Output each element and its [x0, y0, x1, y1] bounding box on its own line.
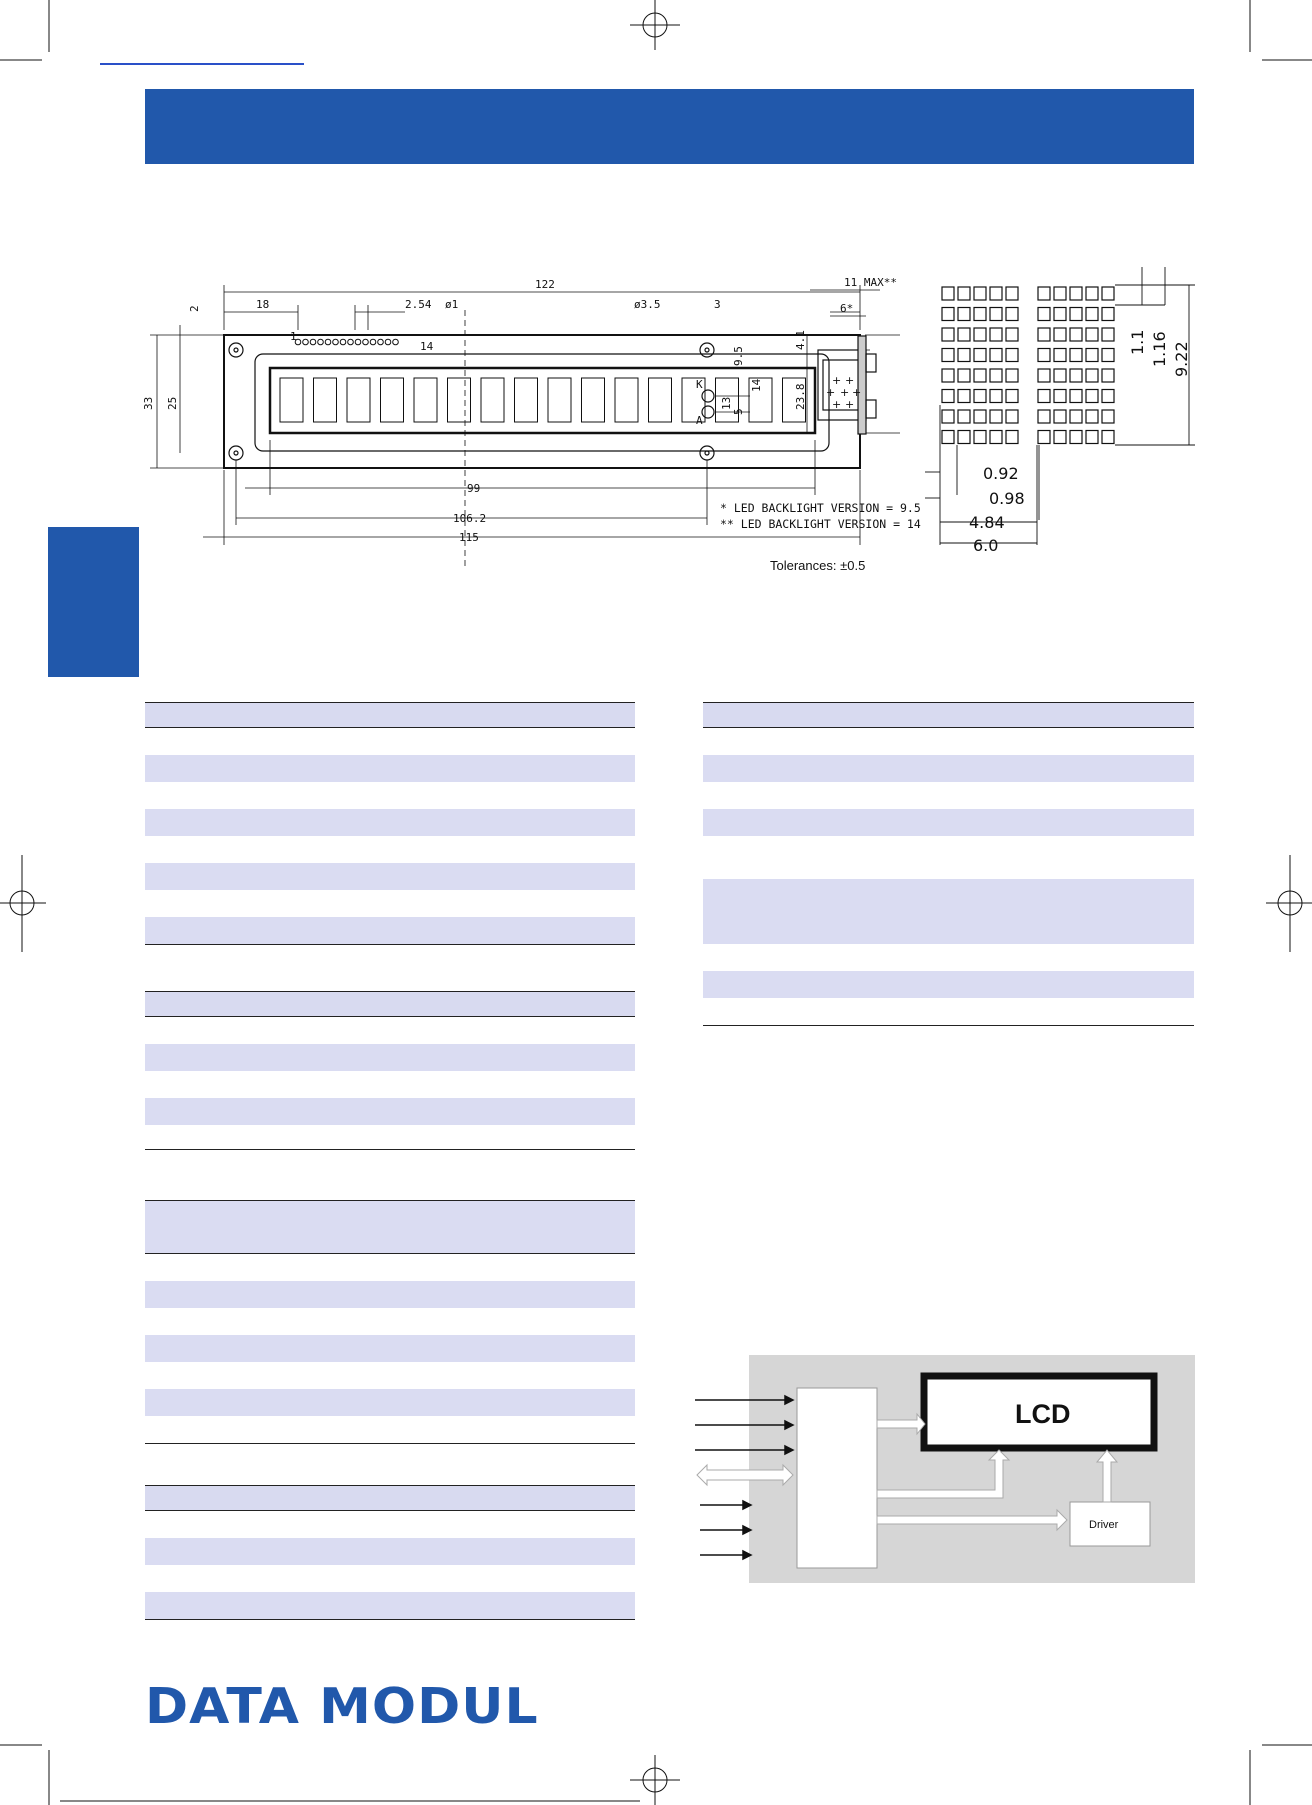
- svg-text:ø3.5: ø3.5: [634, 298, 661, 311]
- svg-text:+: +: [852, 386, 862, 399]
- matrix-dot: [974, 431, 986, 444]
- matrix-dot: [1086, 287, 1098, 300]
- matrix-dot: [1038, 287, 1050, 300]
- character-cell: [515, 378, 538, 422]
- matrix-dot: [942, 349, 954, 362]
- matrix-dot: [1054, 390, 1066, 403]
- connector-pin: [378, 339, 384, 345]
- character-cell: [481, 378, 504, 422]
- svg-text:1.1: 1.1: [1128, 329, 1147, 355]
- character-cell: [548, 378, 571, 422]
- svg-text:+: +: [832, 398, 842, 411]
- connector-pin: [348, 339, 354, 345]
- matrix-dot: [942, 328, 954, 341]
- matrix-dot: [1086, 410, 1098, 423]
- character-cell: [414, 378, 437, 422]
- side-view-drawing: [790, 270, 900, 480]
- matrix-dot: [1054, 369, 1066, 382]
- matrix-dot: [1070, 287, 1082, 300]
- svg-text:99: 99: [467, 482, 481, 495]
- matrix-dot: [1054, 410, 1066, 423]
- matrix-dot: [1102, 410, 1114, 423]
- character-cell: [582, 378, 605, 422]
- matrix-dot: [1070, 410, 1082, 423]
- svg-text:6.0: 6.0: [973, 536, 999, 555]
- svg-text:2.54: 2.54: [405, 298, 432, 311]
- matrix-dot: [1070, 308, 1082, 321]
- matrix-dot: [1054, 287, 1066, 300]
- data-modul-logo: DATA MODUL: [145, 1678, 539, 1736]
- svg-text:2: 2: [188, 305, 201, 312]
- character-cell: [314, 378, 337, 422]
- matrix-dot: [1006, 410, 1018, 423]
- matrix-dot: [1070, 390, 1082, 403]
- svg-text:23.8: 23.8: [794, 383, 807, 410]
- character-cell: [347, 378, 370, 422]
- matrix-dot: [974, 287, 986, 300]
- svg-text:+: +: [845, 398, 855, 411]
- matrix-dot: [990, 349, 1002, 362]
- lcd-label: LCD: [1015, 1399, 1071, 1429]
- svg-text:11 MAX**: 11 MAX**: [844, 276, 897, 289]
- matrix-dot: [990, 328, 1002, 341]
- matrix-dot: [974, 308, 986, 321]
- block-diagram: [685, 1350, 1200, 1590]
- matrix-dot: [958, 328, 970, 341]
- svg-text:25: 25: [166, 396, 179, 410]
- matrix-dot: [990, 287, 1002, 300]
- connector-pin: [340, 339, 346, 345]
- matrix-dot: [942, 410, 954, 423]
- matrix-dot: [1102, 349, 1114, 362]
- matrix-dot: [990, 410, 1002, 423]
- matrix-dot: [1006, 287, 1018, 300]
- matrix-dot: [1070, 369, 1082, 382]
- matrix-dot: [1054, 349, 1066, 362]
- front-view-drawing: [140, 270, 900, 590]
- spec-table-2: [145, 991, 635, 1444]
- connector-pin: [310, 339, 316, 345]
- svg-text:14: 14: [420, 340, 434, 353]
- drawing-notes: [720, 500, 921, 532]
- matrix-dot: [1006, 349, 1018, 362]
- connector-pin: [385, 339, 391, 345]
- matrix-dot: [1006, 308, 1018, 321]
- matrix-dot: [942, 308, 954, 321]
- matrix-dot: [958, 308, 970, 321]
- character-cell: [280, 378, 303, 422]
- matrix-dot: [942, 287, 954, 300]
- matrix-dot: [1038, 328, 1050, 341]
- svg-text:14: 14: [750, 378, 763, 392]
- matrix-dot: [1086, 328, 1098, 341]
- matrix-dot: [974, 349, 986, 362]
- connector-pin: [318, 339, 324, 345]
- connector-pin: [333, 339, 339, 345]
- matrix-dot: [942, 390, 954, 403]
- spec-table-4: [703, 702, 1194, 1026]
- matrix-dot: [1086, 308, 1098, 321]
- matrix-dot: [1038, 390, 1050, 403]
- connector-pin: [355, 339, 361, 345]
- matrix-dot: [1038, 431, 1050, 444]
- matrix-dot: [1086, 431, 1098, 444]
- character-cell: [615, 378, 638, 422]
- spec-table-1: [145, 702, 635, 945]
- matrix-dot: [1086, 349, 1098, 362]
- matrix-dot: [1086, 390, 1098, 403]
- character-cell: [649, 378, 672, 422]
- matrix-dot: [1038, 410, 1050, 423]
- matrix-dot: [1102, 369, 1114, 382]
- svg-text:+: +: [840, 386, 850, 399]
- note-led-14: ** LED BACKLIGHT VERSION = 14: [720, 517, 921, 531]
- matrix-dot: [974, 390, 986, 403]
- matrix-dot: [1054, 308, 1066, 321]
- matrix-dot: [990, 431, 1002, 444]
- svg-text:122: 122: [535, 278, 555, 291]
- matrix-dot: [958, 431, 970, 444]
- svg-text:A: A: [696, 414, 703, 427]
- matrix-dot: [1070, 349, 1082, 362]
- svg-text:13: 13: [720, 396, 733, 410]
- matrix-dot: [1038, 349, 1050, 362]
- matrix-dot: [1102, 390, 1114, 403]
- matrix-dot: [1006, 390, 1018, 403]
- matrix-dot: [1102, 308, 1114, 321]
- matrix-dot: [974, 328, 986, 341]
- connector-pin: [303, 339, 309, 345]
- svg-text:+: +: [832, 374, 842, 387]
- svg-text:33: 33: [142, 396, 155, 410]
- connector-pin: [370, 339, 376, 345]
- matrix-dot: [1006, 328, 1018, 341]
- matrix-dot: [1006, 431, 1018, 444]
- svg-text:0.92: 0.92: [983, 464, 1019, 483]
- svg-text:18: 18: [256, 298, 270, 311]
- svg-text:115: 115: [459, 531, 479, 544]
- matrix-dot: [1006, 369, 1018, 382]
- svg-text:ø1: ø1: [445, 298, 459, 311]
- matrix-dot: [974, 410, 986, 423]
- matrix-dot: [1054, 431, 1066, 444]
- matrix-dot: [958, 410, 970, 423]
- svg-text:6*: 6*: [840, 302, 854, 315]
- character-cell: [448, 378, 471, 422]
- matrix-dot: [1070, 328, 1082, 341]
- matrix-dot: [1102, 431, 1114, 444]
- matrix-dot: [990, 369, 1002, 382]
- matrix-dot: [974, 369, 986, 382]
- svg-text:106.2: 106.2: [453, 512, 487, 525]
- matrix-dot: [990, 308, 1002, 321]
- matrix-dot: [990, 390, 1002, 403]
- svg-text:1: 1: [290, 330, 297, 343]
- matrix-dot: [1086, 369, 1098, 382]
- svg-text:+: +: [826, 386, 836, 399]
- matrix-dot: [958, 369, 970, 382]
- matrix-dot: [942, 369, 954, 382]
- tolerances-note: Tolerances: ±0.5: [770, 558, 866, 573]
- svg-text:4.1: 4.1: [794, 330, 807, 350]
- matrix-dot: [1038, 369, 1050, 382]
- svg-text:K: K: [696, 378, 703, 391]
- character-cell: [381, 378, 404, 422]
- connector-pin: [393, 339, 399, 345]
- matrix-dot: [942, 431, 954, 444]
- connector-pin: [325, 339, 331, 345]
- svg-text:1.16: 1.16: [1150, 331, 1169, 367]
- matrix-dot: [958, 287, 970, 300]
- connector-pin: [363, 339, 369, 345]
- driver-label: Driver: [1089, 1519, 1119, 1531]
- matrix-dot: [1102, 287, 1114, 300]
- svg-text:4.84: 4.84: [969, 513, 1005, 532]
- note-led-9-5: * LED BACKLIGHT VERSION = 9.5: [720, 501, 921, 515]
- svg-text:9.5: 9.5: [732, 346, 745, 366]
- svg-text:9.22: 9.22: [1172, 341, 1191, 377]
- matrix-dot: [1102, 328, 1114, 341]
- matrix-dot: [1070, 431, 1082, 444]
- matrix-dot: [958, 349, 970, 362]
- svg-text:+: +: [845, 374, 855, 387]
- matrix-dot: [1038, 308, 1050, 321]
- svg-text:3: 3: [714, 298, 721, 311]
- spec-table-3: [145, 1485, 635, 1620]
- matrix-dot: [958, 390, 970, 403]
- dot-matrix-detail: [925, 255, 1205, 555]
- matrix-dot: [1054, 328, 1066, 341]
- svg-text:0.98: 0.98: [989, 489, 1025, 508]
- svg-text:5: 5: [732, 408, 745, 415]
